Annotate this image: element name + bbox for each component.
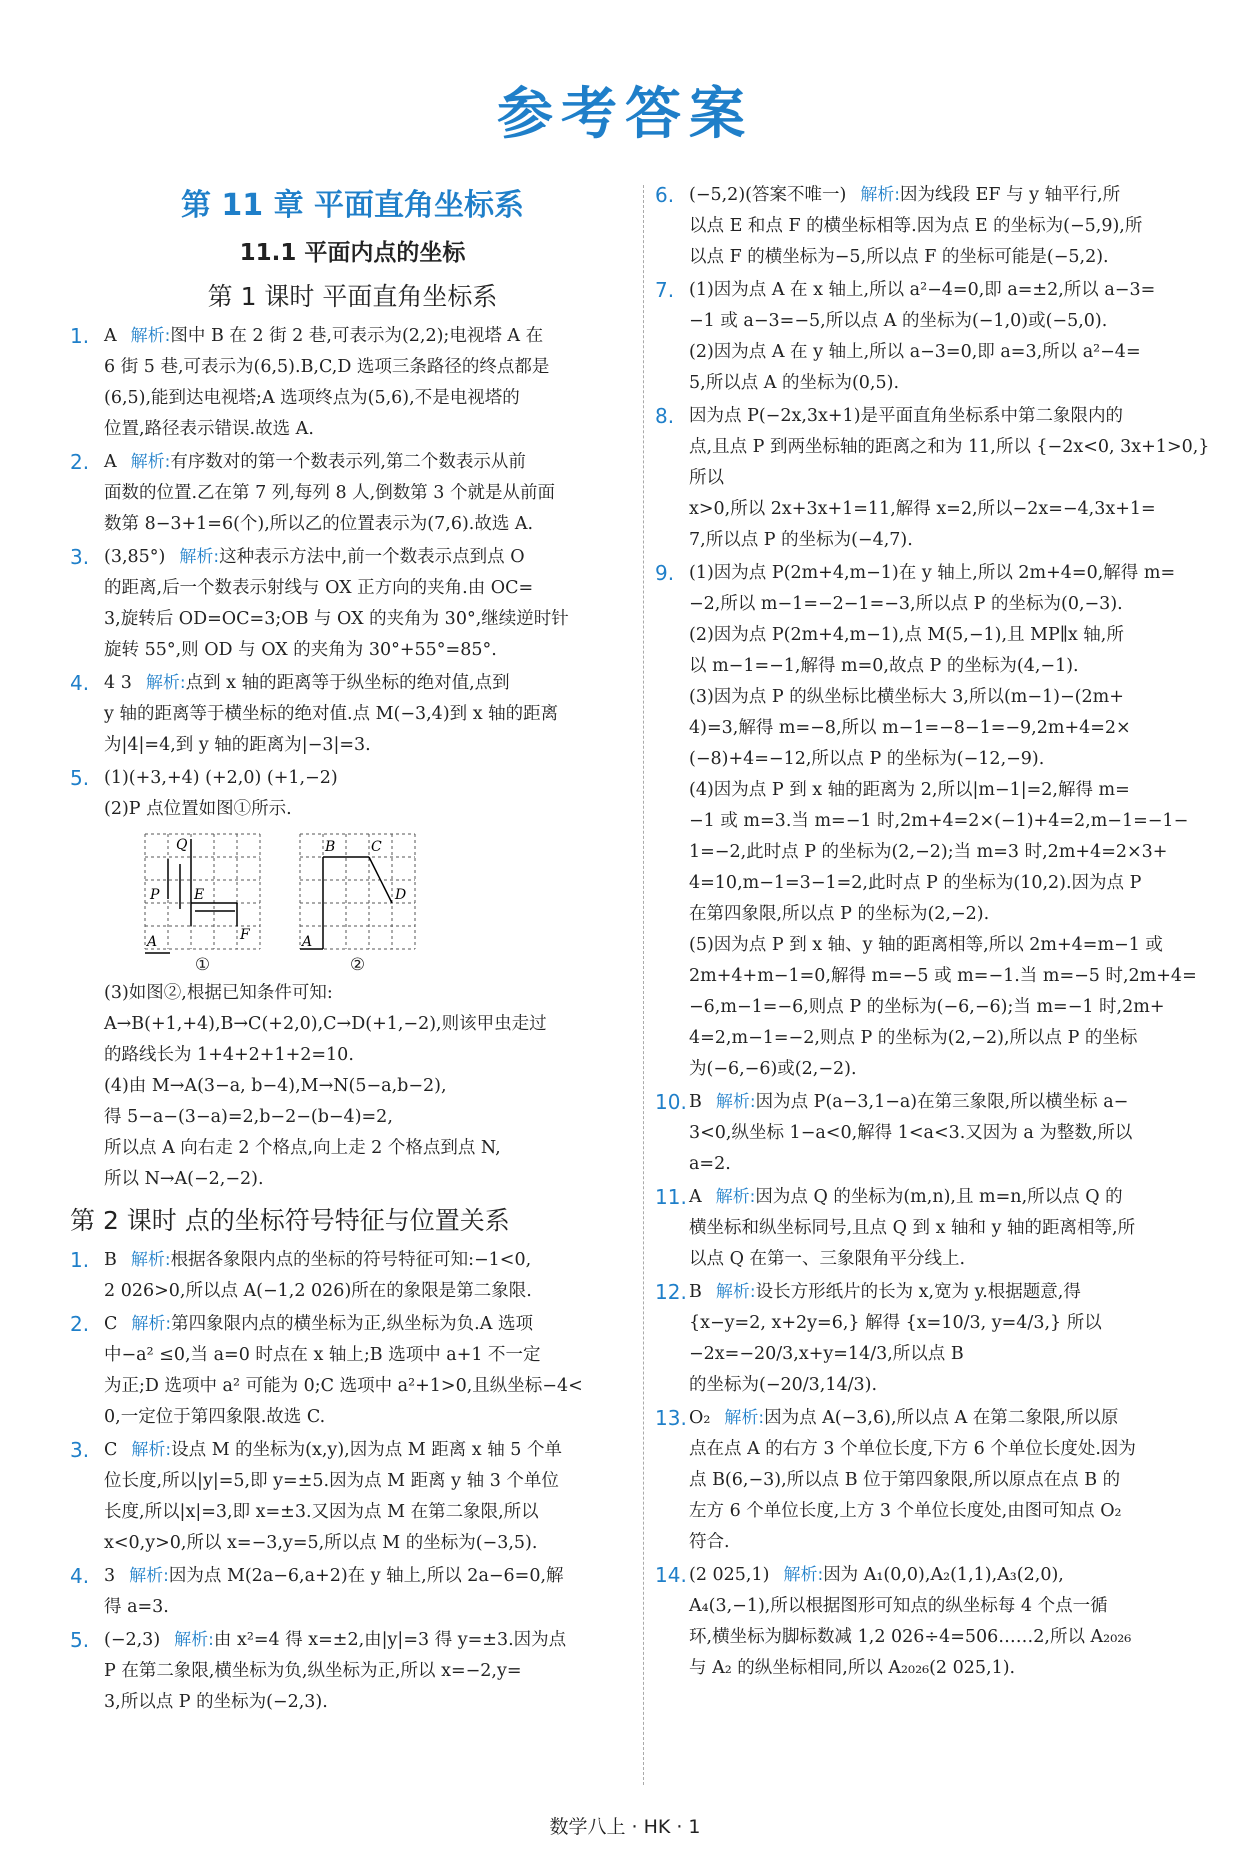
answer-line: 符合. (689, 1532, 730, 1552)
figure-1-caption: ① (194, 955, 211, 975)
point-E-label: E (194, 887, 205, 903)
answer-line: 得 a=3. (104, 1597, 169, 1617)
point-C-label: C (371, 839, 382, 855)
answer-item (655, 1560, 1225, 1684)
answer-line: (1)(+3,+4) (+2,0) (+1,−2) (104, 768, 338, 788)
answer-item (655, 558, 1225, 1085)
answer-line: 4)=3,解得 m=−8,所以 m−1=−8−1=−9,2m+4=2× (689, 718, 1131, 738)
answer-line: −2,所以 m−1=−2−1=−3,所以点 P 的坐标为(0,−3). (689, 594, 1123, 614)
figure-2-caption: ② (349, 955, 366, 975)
answer-line: 位置,路径表示错误.故选 A. (104, 419, 314, 439)
answer-line: 面数的位置.乙在第 7 列,每列 8 人,倒数第 3 个就是从前面 (104, 483, 555, 503)
question-number: 5. (70, 766, 90, 790)
answer-text: 因为点 M(2a−6,a+2)在 y 轴上,所以 2a−6=0,解 (168, 1566, 564, 1586)
analysis-tag: 解析: (724, 1408, 765, 1428)
answer-line (104, 1561, 635, 1592)
question-number: 1. (70, 1248, 90, 1272)
answer-text: 设长方形纸片的长为 x,宽为 y.根据题意,得 (755, 1282, 1081, 1302)
answer-item (70, 321, 635, 445)
answer-choice: A (104, 326, 117, 346)
answer-line: (−8)+4=−12,所以点 P 的坐标为(−12,−9). (689, 749, 1045, 769)
analysis-tag: 解析: (783, 1565, 824, 1585)
answer-line: 以 m−1=−1,解得 m=0,故点 P 的坐标为(4,−1). (689, 656, 1079, 676)
answer-item (655, 180, 1225, 273)
analysis-tag: 解析: (131, 1440, 172, 1460)
answer-line: 0,一定位于第四象限.故选 C. (104, 1407, 326, 1427)
answer-line: (4)由 M→A(3−a, b−4),M→N(5−a,b−2), (104, 1076, 447, 1096)
answer-line: 2m+4+m−1=0,解得 m=−5 或 m=−1.当 m=−5 时,2m+4= (689, 966, 1197, 986)
answer-choice: 4 3 (104, 673, 132, 693)
answer-line: 4=2,m−1=−2,则点 P 的坐标为(2,−2),所以点 P 的坐标 (689, 1028, 1138, 1048)
answer-line: 所以 N→A(−2,−2). (104, 1169, 264, 1189)
answer-line: 点,且点 P 到两坐标轴的距离之和为 11,所以 {−2x<0, 3x+1>0,} 所以 (689, 437, 1210, 488)
answer-line (689, 180, 1225, 211)
answer-line (104, 1309, 635, 1340)
answer-line (689, 1277, 1225, 1308)
answer-item-5-continued (70, 978, 635, 1195)
answer-choice: A (104, 452, 117, 472)
answer-choice: C (104, 1314, 118, 1334)
answer-line: 中−a² ≤0,当 a=0 时点在 x 轴上;B 选项中 a+1 不一定 (104, 1345, 541, 1365)
question-number: 3. (70, 545, 90, 569)
answer-line: 4=10,m−1=3−1=2,此时点 P 的坐标为(10,2).因为点 P (689, 873, 1142, 893)
answer-choice: (−5,2)(答案不唯一) (689, 185, 847, 205)
column-divider (643, 185, 644, 1785)
analysis-tag: 解析: (174, 1630, 214, 1650)
answer-line: 横坐标和纵坐标同号,且点 Q 到 x 轴和 y 轴的距离相等,所 (689, 1218, 1136, 1238)
answer-line: (2)因为点 A 在 y 轴上,所以 a−3=0,即 a=3,所以 a²−4= (689, 342, 1141, 362)
answer-choice: A (689, 1187, 702, 1207)
answer-item (655, 401, 1225, 556)
answer-line (104, 1625, 635, 1656)
analysis-tag: 解析: (129, 1566, 169, 1586)
answer-item (655, 1182, 1225, 1275)
answer-line: 的路线长为 1+4+2+1+2=10. (104, 1045, 354, 1065)
answer-line (104, 447, 635, 478)
answer-line: 的坐标为(−20/3,14/3). (689, 1375, 878, 1395)
answer-choice: B (104, 1250, 117, 1270)
answer-line (689, 1087, 1225, 1118)
answer-line: (3)如图②,根据已知条件可知: (104, 983, 333, 1003)
answer-line: 3<0,纵坐标 1−a<0,解得 1<a<3.又因为 a 为整数,所以 (689, 1123, 1133, 1143)
analysis-tag: 解析: (131, 1314, 172, 1334)
answer-line (104, 542, 635, 573)
answer-line: (5)因为点 P 到 x 轴、y 轴的距离相等,所以 2m+4=m−1 或 (689, 935, 1163, 955)
question-number: 6. (655, 183, 675, 207)
answer-line: 6 街 5 巷,可表示为(6,5).B,C,D 选项三条路径的终点都是 (104, 357, 550, 377)
answer-line: (2)因为点 P(2m+4,m−1),点 M(5,−1),且 MP∥x 轴,所 (689, 625, 1124, 645)
answer-text: 这种表示方法中,前一个数表示点到点 O (219, 547, 525, 567)
answer-line: 所以点 A 向右走 2 个格点,向上走 2 个格点到点 N, (104, 1138, 501, 1158)
question-number: 11. (655, 1185, 687, 1209)
answer-text: 因为点 Q 的坐标为(m,n),且 m=n,所以点 Q 的 (755, 1187, 1123, 1207)
figure-2 (295, 829, 420, 976)
point-Q-label: Q (176, 837, 188, 853)
answer-line: (2)P 点位置如图①所示. (104, 799, 292, 819)
answer-line: 环,横坐标为脚标数减 1,2 026÷4=506……2,所以 A₂₀₂₆ (689, 1627, 1132, 1647)
answer-item (70, 1309, 635, 1433)
left-column (70, 180, 635, 1720)
answer-line: P 在第二象限,横坐标为负,纵坐标为正,所以 x=−2,y= (104, 1661, 522, 1681)
answer-choice: C (104, 1440, 118, 1460)
analysis-tag: 解析: (715, 1187, 756, 1207)
answer-line (104, 321, 635, 352)
grid-figure-1 (140, 829, 265, 954)
answer-choice: (−2,3) (104, 1630, 161, 1650)
answer-item-5 (70, 763, 635, 825)
answer-line: {x−y=2, x+2y=6,} 解得 {x=10/3, y=4/3,} 所以−2x=−20/3,x+y=14/3,所以点 B (689, 1313, 1102, 1364)
answer-line: −1 或 a−3=−5,所以点 A 的坐标为(−1,0)或(−5,0). (689, 311, 1108, 331)
answer-line: 因为点 P(−2x,3x+1)是平面直角坐标系中第二象限内的 (689, 406, 1124, 426)
answer-choice: (2 025,1) (689, 1565, 770, 1585)
answer-text: 因为点 A(−3,6),所以点 A 在第二象限,所以原 (764, 1408, 1119, 1428)
answer-choice: B (689, 1092, 702, 1112)
answer-line: 与 A₂ 的纵坐标相同,所以 A₂₀₂₆(2 025,1). (689, 1658, 1016, 1678)
question-number: 7. (655, 278, 675, 302)
point-D-label: D (395, 887, 407, 903)
chapter-title: 第 11 章 平面直角坐标系 (180, 188, 525, 223)
right-column (655, 180, 1225, 1686)
answer-item (70, 1561, 635, 1623)
answer-line: 数第 8−3+1=6(个),所以乙的位置表示为(7,6).故选 A. (104, 514, 534, 534)
answer-text: 根据各象限内点的坐标的符号特征可知:−1<0, (170, 1250, 532, 1270)
answer-item (70, 542, 635, 666)
answer-line: x<0,y>0,所以 x=−3,y=5,所以点 M 的坐标为(−3,5). (104, 1533, 538, 1553)
answer-line: y 轴的距离等于横坐标的绝对值.点 M(−3,4)到 x 轴的距离 (104, 704, 559, 724)
answer-text: 设点 M 的坐标为(x,y),因为点 M 距离 x 轴 5 个单 (171, 1440, 563, 1460)
question-number: 8. (655, 404, 675, 428)
analysis-tag: 解析: (130, 1250, 171, 1270)
question-number: 4. (70, 1564, 90, 1588)
question-number: 5. (70, 1628, 90, 1652)
analysis-tag: 解析: (130, 452, 171, 472)
answer-line (104, 668, 635, 699)
grid-figures (70, 829, 635, 976)
answer-item (70, 1625, 635, 1718)
grid-figure-2 (295, 829, 420, 954)
answer-text: 因为 A₁(0,0),A₂(1,1),A₃(2,0), (823, 1565, 1064, 1585)
figure-1 (140, 829, 265, 976)
answer-line (104, 1245, 635, 1276)
lesson2-title: 第 2 课时 点的坐标符号特征与位置关系 (70, 1206, 510, 1235)
question-number: 4. (70, 671, 90, 695)
point-A-label: A (302, 934, 313, 950)
answer-line: A₄(3,−1),所以根据图形可知点的纵坐标每 4 个点一循 (689, 1596, 1108, 1616)
answer-line: 旋转 55°,则 OD 与 OX 的夹角为 30°+55°=85°. (104, 640, 497, 660)
answer-text: 点到 x 轴的距离等于纵坐标的绝对值,点到 (185, 673, 510, 693)
answer-item (70, 1245, 635, 1307)
right-answers (655, 180, 1225, 1684)
answer-line (104, 1435, 635, 1466)
answer-line: 长度,所以|x|=3,即 x=±3.又因为点 M 在第二象限,所以 (104, 1502, 539, 1522)
answer-text: 有序数对的第一个数表示列,第二个数表示从前 (170, 452, 526, 472)
point-A-label: A (147, 934, 158, 950)
answer-line: 以点 Q 在第一、三象限角平分线上. (689, 1249, 966, 1269)
answer-line: −6,m−1=−6,则点 P 的坐标为(−6,−6);当 m=−1 时,2m+ (689, 997, 1165, 1017)
answer-choice: (3,85°) (104, 547, 166, 567)
answer-line: 7,所以点 P 的坐标为(−4,7). (689, 530, 913, 550)
answer-line: 的距离,后一个数表示射线与 OX 正方向的夹角.由 OC= (104, 578, 534, 598)
answer-line: 5,所以点 A 的坐标为(0,5). (689, 373, 900, 393)
section-title: 11.1 平面内点的坐标 (239, 240, 466, 266)
lesson2-answers (70, 1245, 635, 1718)
answer-line: 为|4|=4,到 y 轴的距离为|−3|=3. (104, 735, 371, 755)
answer-line: 得 5−a−(3−a)=2,b−2−(b−4)=2, (104, 1107, 393, 1127)
question-number: 2. (70, 1312, 90, 1336)
answer-line: A→B(+1,+4),B→C(+2,0),C→D(+1,−2),则该甲虫走过 (104, 1014, 547, 1034)
answer-item (655, 1087, 1225, 1180)
answer-line: (1)因为点 P(2m+4,m−1)在 y 轴上,所以 2m+4=0,解得 m= (689, 563, 1176, 583)
point-P-label: P (150, 887, 160, 903)
lesson1-title: 第 1 课时 平面直角坐标系 (207, 282, 498, 311)
answer-line: 3,旋转后 OD=OC=3;OB 与 OX 的夹角为 30°,继续逆时针 (104, 609, 569, 629)
answer-text: 因为线段 EF 与 y 轴平行,所 (900, 185, 1121, 205)
answer-line: 位长度,所以|y|=5,即 y=±5.因为点 M 距离 y 轴 3 个单位 (104, 1471, 559, 1491)
analysis-tag: 解析: (715, 1282, 756, 1302)
answer-text: 图中 B 在 2 街 2 巷,可表示为(2,2);电视塔 A 在 (170, 326, 544, 346)
question-number: 1. (70, 324, 90, 348)
analysis-tag: 解析: (715, 1092, 756, 1112)
answer-line: 在第四象限,所以点 P 的坐标为(2,−2). (689, 904, 990, 924)
answer-line (689, 1182, 1225, 1213)
answer-text: 因为点 P(a−3,1−a)在第三象限,所以横坐标 a− (755, 1092, 1129, 1112)
question-number: 9. (655, 561, 675, 585)
answer-choice: 3 (104, 1566, 116, 1586)
answer-line: 2 026>0,所以点 A(−1,2 026)所在的象限是第二象限. (104, 1281, 532, 1301)
analysis-tag: 解析: (145, 673, 186, 693)
answer-text: 第四象限内点的横坐标为正,纵坐标为负.A 选项 (171, 1314, 533, 1334)
answer-line: (3)因为点 P 的纵坐标比横坐标大 3,所以(m−1)−(2m+ (689, 687, 1124, 707)
page-footer: 数学八上 · HK · 1 (549, 1816, 701, 1838)
answer-line (689, 1560, 1225, 1591)
answer-line: −1 或 m=3.当 m=−1 时,2m+4=2×(−1)+4=2,m−1=−1− (689, 811, 1189, 831)
question-number: 10. (655, 1090, 687, 1114)
answer-line: 左方 6 个单位长度,上方 3 个单位长度处,由图可知点 O₂ (689, 1501, 1122, 1521)
answer-line: (4)因为点 P 到 x 轴的距离为 2,所以|m−1|=2,解得 m= (689, 780, 1130, 800)
answer-text: 由 x²=4 得 x=±2,由|y|=3 得 y=±3.因为点 (213, 1630, 567, 1650)
question-number: 12. (655, 1280, 687, 1304)
answer-item (70, 1435, 635, 1559)
answer-line (689, 1403, 1225, 1434)
analysis-tag: 解析: (130, 326, 171, 346)
point-F-label: F (240, 927, 250, 943)
question-number: 2. (70, 450, 90, 474)
answer-line: (6,5),能到达电视塔;A 选项终点为(5,6),不是电视塔的 (104, 388, 520, 408)
answer-line: 以点 E 和点 F 的横坐标相等.因为点 E 的坐标为(−5,9),所 (689, 216, 1143, 236)
analysis-tag: 解析: (860, 185, 901, 205)
answer-line: 为正;D 选项中 a² 可能为 0;C 选项中 a²+1>0,且纵坐标−4< (104, 1376, 583, 1396)
answer-line: 3,所以点 P 的坐标为(−2,3). (104, 1692, 328, 1712)
answer-line: 1=−2,此时点 P 的坐标为(2,−2);当 m=3 时,2m+4=2×3+ (689, 842, 1168, 862)
answer-item (655, 1277, 1225, 1401)
answer-item (655, 275, 1225, 399)
question-number: 14. (655, 1563, 687, 1587)
lesson1-answers (70, 321, 635, 761)
question-number: 13. (655, 1406, 687, 1430)
page-title: 参考答案 (497, 82, 753, 147)
analysis-tag: 解析: (179, 547, 220, 567)
answer-line: a=2. (689, 1154, 731, 1174)
answer-line: x>0,所以 2x+3x+1=11,解得 x=2,所以−2x=−4,3x+1= (689, 499, 1156, 519)
answer-item (70, 668, 635, 761)
answer-choice: B (689, 1282, 702, 1302)
answer-item (655, 1403, 1225, 1558)
answer-line: (1)因为点 A 在 x 轴上,所以 a²−4=0,即 a=±2,所以 a−3= (689, 280, 1156, 300)
answer-item (70, 447, 635, 540)
answer-line: 为(−6,−6)或(2,−2). (689, 1059, 857, 1079)
answer-line: 以点 F 的横坐标为−5,所以点 F 的坐标可能是(−5,2). (689, 247, 1109, 267)
point-B-label: B (325, 839, 336, 855)
question-number: 3. (70, 1438, 90, 1462)
answer-line: 点在点 A 的右方 3 个单位长度,下方 6 个单位长度处.因为 (689, 1439, 1136, 1459)
answer-line: 点 B(6,−3),所以点 B 位于第四象限,所以原点在点 B 的 (689, 1470, 1121, 1490)
answer-choice: O₂ (689, 1408, 711, 1428)
